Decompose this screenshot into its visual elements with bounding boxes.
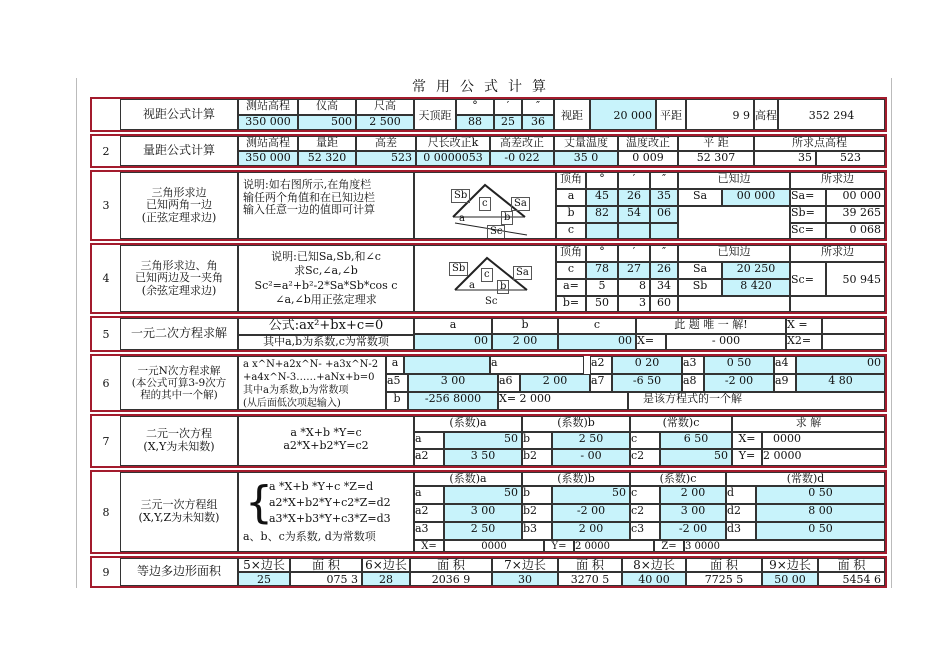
input-cell[interactable] [618,223,650,239]
input-cell[interactable]: 523 [356,151,416,166]
value-cell: 352 294 [778,99,885,130]
header-cell: 平距 [656,99,686,130]
input-cell[interactable]: 20 250 [722,262,790,279]
value-cell: 52 307 [678,151,754,166]
input-cell[interactable]: 2 50 [552,432,630,449]
header-cell: ° [586,172,618,189]
result-label: Sa= [790,189,826,206]
header-cell: 尺高 [356,99,414,115]
result-label: X= [732,432,762,449]
row-number: 3 [92,172,121,239]
value-cell: 523 [816,151,885,166]
row-number: 7 [92,416,121,466]
input-cell[interactable]: 00 [414,334,492,350]
header-cell: (常数)c [630,416,732,432]
coef-label: a4 [774,356,796,374]
header-cell: 8×边长 [622,558,686,572]
header-cell: 面 积 [410,558,492,572]
row-quadratic [90,316,887,352]
header-cell: 顶角 [556,245,586,262]
equation-line: a3*X+b3*Y+c3*Z=d3 [269,512,391,525]
result-label: Z= [654,540,684,552]
value-cell: 5454 6 [818,572,885,586]
formula-note: 其中a,b为系数,c为常数项 [238,335,414,350]
result-message: 此 题 唯 一 解! [636,318,786,334]
label-a: a [459,213,465,224]
header-cell: 量距 [298,136,356,151]
row-number: 6 [92,356,121,410]
result-label: X= [414,540,444,552]
label-sb: Sb [449,262,468,276]
label-c: c [479,197,491,211]
result-label: Sc= [790,223,826,239]
value-cell: 35 [754,151,816,166]
solution-message: 是该方程式的一个解 [628,392,885,410]
header-cell: ′ [618,172,650,189]
coef-label: c [630,486,660,504]
header-cell: 尺长改正k [416,136,490,151]
input-cell[interactable]: 27 [618,262,650,279]
input-cell[interactable]: 52 320 [298,151,356,166]
result-value: 0000 [444,540,544,552]
vertex-label: a [556,189,586,206]
input-cell[interactable]: 2 00 [520,374,590,392]
header-cell: 高差改正 [490,136,554,151]
result-value: 0000 [762,432,885,449]
coef-label: b2 [522,449,552,466]
header-cell: 视距 [554,99,590,130]
input-cell[interactable]: 26 [650,262,678,279]
header-cell: 高差 [356,136,416,151]
input-cell[interactable]: 2 00 [552,522,630,540]
row-number: 2 [92,136,121,166]
header-cell: 7×边长 [492,558,558,572]
coef-label: a7 [590,374,612,392]
header-cell: b [492,318,558,334]
row-cosine-rule [90,243,887,314]
result-value: 2 0000 [762,449,885,466]
coef-label: a3 [414,522,444,540]
header-cell: ″ [522,99,554,115]
coef-label: a2 [590,356,612,374]
vertex-label: b [556,206,586,223]
input-cell[interactable]: 25 [238,572,290,586]
coef-label: a6 [498,374,520,392]
input-cell[interactable]: 45 [586,189,618,206]
value-cell: 3 [618,296,650,312]
header-cell: 9×边长 [762,558,818,572]
label-sb: Sb [451,189,470,203]
empty-cell [678,206,790,239]
input-cell[interactable]: 2 500 [356,115,414,130]
value-cell: 8 [618,279,650,296]
value-cell: 60 [650,296,678,312]
value-cell[interactable]: 20 000 [590,99,656,130]
header-cell: 所求边 [790,172,885,189]
header-cell: 所求点高程 [754,136,885,151]
input-cell[interactable]: 3 50 [444,449,522,466]
input-cell[interactable]: 0 50 [756,486,885,504]
note-text: 说明:如右图所示,在角度栏 输任两个角值和在已知边栏 输入任意一边的值即可计算 [238,172,414,239]
result-label: X2= [786,334,822,350]
result-label: Y= [732,449,762,466]
input-cell[interactable]: - 00 [552,449,630,466]
input-cell[interactable]: 40 00 [622,572,686,586]
input-cell[interactable]: 6 50 [660,432,732,449]
label-sa: Sa [513,266,532,280]
row-label: 视距公式计算 [120,99,238,130]
header-cell: 丈量温度 [554,136,618,151]
input-cell[interactable]: 36 [522,115,554,130]
value-cell: 3270 5 [558,572,622,586]
result-value: 3 0000 [684,540,885,552]
coef-label: a3 [682,356,704,374]
coef-label: b3 [522,522,552,540]
input-cell[interactable]: 06 [650,206,678,223]
result-label: Sb= [790,206,826,223]
input-cell[interactable]: 35 [650,189,678,206]
value-cell: 7725 5 [686,572,762,586]
input-cell[interactable]: 0 20 [612,356,682,374]
triangle-figure [414,245,556,312]
coef-label: d3 [726,522,756,540]
known-side-label: Sa [678,262,722,279]
row-stadia [90,97,887,132]
row-taping [90,134,887,168]
input-cell[interactable]: 3 00 [660,504,726,522]
const-label: b [386,392,408,410]
input-cell[interactable]: 3 00 [444,504,522,522]
input-cell[interactable]: -2 00 [552,504,630,522]
header-cell: (系数)b [522,416,630,432]
row-label: 量距公式计算 [120,136,238,166]
header-cell: 所求边 [790,245,885,262]
coef-label: a2 [414,449,444,466]
input-cell[interactable] [586,223,618,239]
result-label: X= [636,334,666,350]
coef-label: a [386,356,404,374]
result-value: - 000 [666,334,786,350]
known-side-label: Sa [678,189,722,206]
input-cell[interactable]: 00 [796,356,885,374]
label-a: a [469,280,475,291]
coef-label: a9 [774,374,796,392]
input-cell[interactable]: 8 420 [722,279,790,296]
header-cell: (常数)d [726,472,885,486]
input-cell[interactable]: 35 0 [554,151,618,166]
input-cell[interactable]: 50 [552,486,630,504]
input-cell[interactable]: 2 50 [444,522,522,540]
header-cell: 仪高 [298,99,356,115]
header-cell: ° [586,245,618,262]
result-label: Y= [544,540,574,552]
empty-cell [822,318,885,334]
input-cell[interactable]: 50 [444,486,522,504]
header-cell: 顶角 [556,172,586,189]
row-label: 三角形求边、角 已知两边及一夹角 (余弦定理求边) [120,245,238,312]
value-cell: 5 [586,279,618,296]
input-cell[interactable]: 0 50 [704,356,774,374]
header-cell: a [414,318,492,334]
header-cell: 面 积 [290,558,362,572]
label-b: b [501,211,513,225]
input-cell[interactable]: 28 [362,572,410,586]
header-cell: 面 积 [818,558,885,572]
brace-icon: { [245,477,273,528]
row-label: 一元二次方程求解 [120,318,238,350]
value-cell: 0 009 [618,151,678,166]
header-cell: 天顶距 [414,99,456,130]
coef-label: c [630,432,660,449]
result-value: 00 000 [826,189,885,206]
vertex-label: b= [556,296,586,312]
value-cell: 9 9 [686,99,754,130]
header-cell: (系数)c [630,472,726,486]
equation-line: a2*X+b2*Y+c2*Z=d2 [269,496,391,509]
input-cell[interactable] [650,223,678,239]
header-cell: ″ [650,172,678,189]
input-cell[interactable]: 88 [456,115,494,130]
coef-label: c2 [630,449,660,466]
label-sc: Sc [487,225,505,239]
result-value: 50 945 [826,262,885,296]
input-cell[interactable]: 2 00 [660,486,726,504]
input-cell[interactable]: 50 00 [762,572,818,586]
header-cell: (系数)b [522,472,630,486]
value-cell: 2036 9 [410,572,492,586]
row-label: 一元N次方程求解 (本公式可算3-9次方 程的其中一个解) [120,356,238,410]
row-label: 三角形求边 已知两角一边 (正弦定理求边) [120,172,238,239]
header-cell: 测站高程 [238,99,298,115]
row-number: 8 [92,472,121,552]
equation-line: a2*X+b2*Y=c2 [283,438,369,452]
coef-label: c3 [630,522,660,540]
coef-label: d [726,486,756,504]
result-label: X = [786,318,822,334]
coef-label: a [414,432,444,449]
input-cell[interactable] [404,356,490,374]
header-cell: 平 距 [678,136,754,151]
input-cell[interactable]: 350 000 [238,115,298,130]
equation-text: a x^N+a2x^N- +a3x^N-2 +a4x^N-3……+aNx+b=0 其中a为系数,b为常数项 (从后面低次项起输入) [238,356,386,410]
row-number: 5 [92,318,121,350]
input-cell[interactable]: 25 [494,115,522,130]
coef-label: a [490,356,584,374]
input-cell[interactable]: 50 [444,432,522,449]
coef-label: b [522,486,552,504]
label-b: b [497,280,509,294]
coef-label: a [414,486,444,504]
result-value: 39 265 [826,206,885,223]
result-label: Sc= [790,262,826,296]
input-cell[interactable]: 2 00 [492,334,558,350]
input-cell[interactable]: 00 000 [722,189,790,206]
row-label: 三元一次方程组 (X,Y,Z为未知数) [120,472,238,552]
input-cell[interactable]: 0 50 [756,522,885,540]
triangle-figure [414,172,556,239]
coef-label: c2 [630,504,660,522]
empty-cell [790,296,885,312]
input-cell[interactable]: 00 [558,334,636,350]
row-label: 等边多边形面积 [120,558,238,586]
value-cell: 075 3 [290,572,362,586]
vertex-label: a= [556,279,586,296]
label-sc: Sc [485,296,498,307]
input-cell[interactable]: -2 00 [660,522,726,540]
coef-label: a8 [682,374,704,392]
input-cell[interactable]: 3 00 [408,374,498,392]
input-cell[interactable]: 8 00 [756,504,885,522]
header-cell: ′ [494,99,522,115]
header-cell: 高程 [754,99,778,130]
coef-label: a5 [386,374,408,392]
empty-cell [822,334,885,350]
row-sine-rule [90,170,887,241]
value-cell: 34 [650,279,678,296]
result-value: 0 068 [826,223,885,239]
input-cell[interactable]: 30 [492,572,558,586]
row-linear-3var [90,470,887,554]
input-cell[interactable]: -256 8000 [408,392,498,410]
row-linear-2var [90,414,887,468]
sheet-title: 常用公式计算 [412,79,556,95]
equation-note: a、b、c为系数, d为常数项 [243,530,376,543]
input-cell[interactable]: 500 [298,115,356,130]
row-number: 9 [92,558,121,586]
header-cell: 6×边长 [362,558,410,572]
input-cell[interactable]: -0 022 [490,151,554,166]
input-cell[interactable]: -6 50 [612,374,682,392]
coef-label: d2 [726,504,756,522]
equation-line: a *X+b *Y=c [290,426,362,439]
result-value: 2 0000 [574,540,654,552]
header-cell: 已知边 [678,172,790,189]
equation-block [238,472,414,552]
row-nth-degree [90,354,887,412]
formula-text: 公式:ax²+bx+c=0 [238,318,414,335]
label-c: c [481,268,493,282]
known-side-label: Sb [678,279,722,296]
header-cell: 求 解 [732,416,885,432]
equation-block [238,416,414,466]
header-cell: 测站高程 [238,136,298,151]
header-cell: 5×边长 [238,558,290,572]
equation-line: a *X+b *Y+c *Z=d [269,480,374,493]
row-label: 二元一次方程 (X,Y为未知数) [120,416,238,466]
row-number [92,99,121,130]
label-sa: Sa [511,197,530,211]
header-cell: 面 积 [558,558,622,572]
input-cell[interactable]: -2 00 [704,374,774,392]
vertex-label: c [556,262,586,279]
input-cell[interactable]: 26 [618,189,650,206]
header-cell: ″ [650,245,678,262]
coef-label: b2 [522,504,552,522]
input-cell[interactable]: 50 [660,449,732,466]
header-cell: 温度改正 [618,136,678,151]
note-text: 说明:已知Sa,Sb,和∠c 求Sc,∠a,∠b Sc²=a²+b²-2*Sa*Sb*cos c ∠a,∠b用正弦定理求 [238,245,414,312]
header-cell: (系数)a [414,472,522,486]
empty-cell [678,296,790,312]
header-cell: c [558,318,636,334]
row-number: 4 [92,245,121,312]
input-cell[interactable]: 54 [618,206,650,223]
value-cell: 50 [586,296,618,312]
input-cell[interactable]: 78 [586,262,618,279]
input-cell[interactable]: 4 80 [796,374,885,392]
row-polygon-area [90,556,887,588]
coef-label: a2 [414,504,444,522]
vertex-label: c [556,223,586,239]
header-cell: 面 积 [686,558,762,572]
input-cell[interactable]: 82 [586,206,618,223]
header-cell: (系数)a [414,416,522,432]
coef-label: b [522,432,552,449]
input-cell[interactable]: 0 0000053 [416,151,490,166]
solution-value: X= 2 000 [498,392,628,410]
input-cell[interactable]: 350 000 [238,151,298,166]
header-cell: ° [456,99,494,115]
header-cell: ′ [618,245,650,262]
header-cell: 已知边 [678,245,790,262]
